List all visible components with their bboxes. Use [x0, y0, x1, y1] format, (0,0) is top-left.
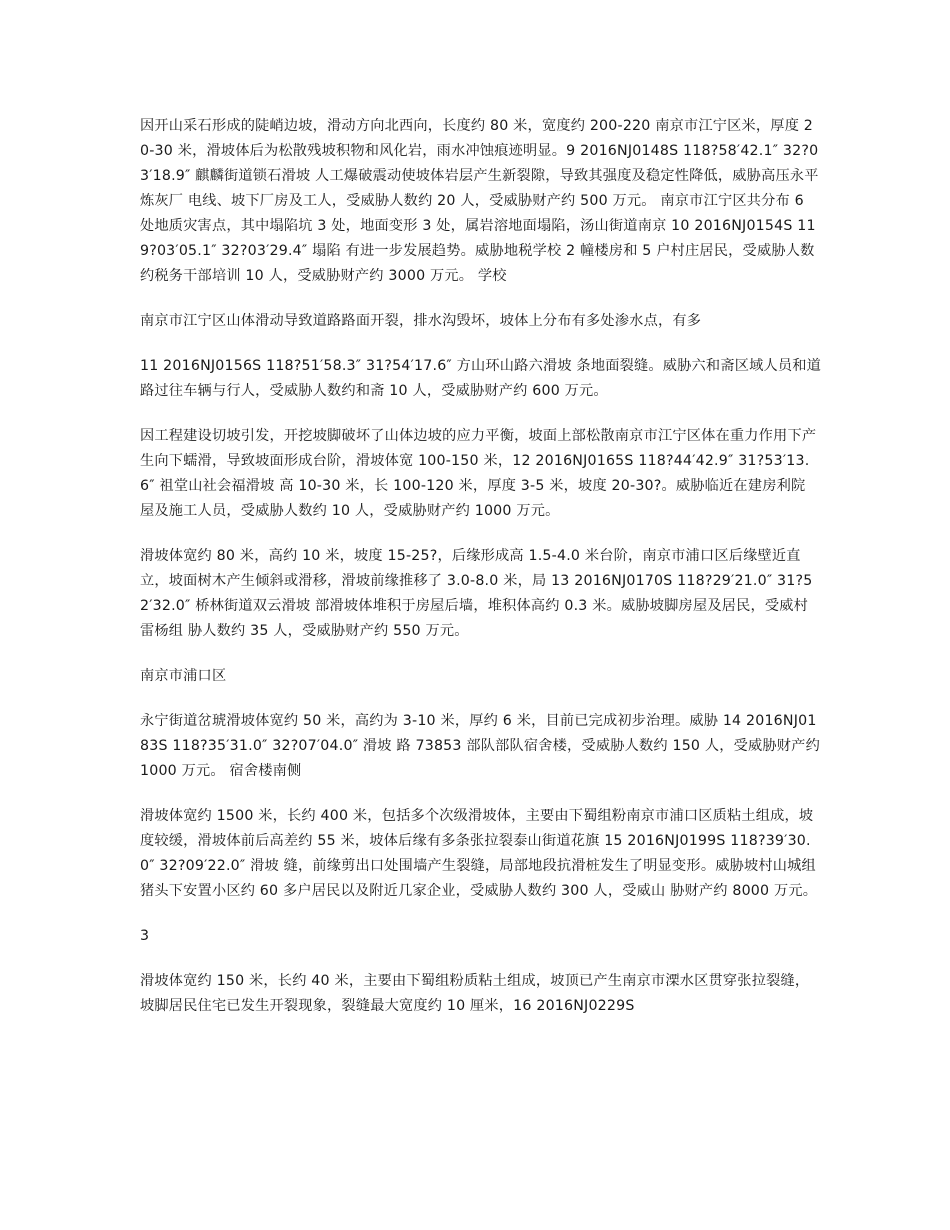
paragraph-4: 因工程建设切坡引发，开挖坡脚破坏了山体边坡的应力平衡，坡面上部松散南京市江宁区体在重力作用下产生向下蠕滑，导致坡面形成台阶，滑坡体宽 100-150 米，12 2016NJ0165S 118?44′42.9″ 31?53′13.6″ 祖堂山社会福滑坡 高 10-30 米，长 100-120 米，厚度 3-5 米，坡度 20-30?。威胁临近在建房利院 屋及施工人员，受威胁人数约 10 人，受威胁财产约 1000 万元。: [140, 428, 817, 519]
paragraph-3: 11 2016NJ0156S 118?51′58.3″ 31?54′17.6″ 方山环山路六滑坡 条地面裂缝。威胁六和斋区域人员和道路过往车辆与行人，受威胁人数约和斋 10 人，受威胁财产约 600 万元。: [140, 358, 822, 399]
paragraph-8: 滑坡体宽约 150 米，长约 40 米，主要由下蜀组粉质粘土组成，坡顶已产生南京市溧水区贯穿张拉裂缝，坡脚居民住宅已发生开裂现象，裂缝最大宽度约 10 厘米，16 2016NJ0229S: [140, 973, 810, 1014]
section-heading-pukou: 南京市浦口区: [140, 668, 227, 684]
paragraph-2: 南京市江宁区山体滑动导致道路路面开裂，排水沟毁坏，坡体上分布有多处渗水点，有多: [140, 313, 702, 329]
paragraph-6: 永宁街道岔琥滑坡体宽约 50 米，高约为 3-10 米，厚约 6 米，目前已完成初步治理。威胁 14 2016NJ0183S 118?35′31.0″ 32?07′04.0″ 滑坡 路 73853 部队部队宿舍楼，受威胁人数约 150 人，受威胁财产约 1000 万元。 宿舍楼南侧: [140, 713, 820, 779]
paragraph-5: 滑坡体宽约 80 米，高约 10 米，坡度 15-25?，后缘形成高 1.5-4.0 米台阶，南京市浦口区后缘壁近直立，坡面树木产生倾斜或滑移，滑坡前缘推移了 3.0-8.0 米，局 13 2016NJ0170S 118?29′21.0″ 31?52′32.0″ 桥林街道双云滑坡 部滑坡体堆积于房屋后墙，堆积体高约 0.3 米。威胁坡脚房屋及居民，受威村雷杨组 胁人数约 35 人，受威胁财产约 550 万元。: [140, 548, 813, 639]
paragraph-1: 因开山采石形成的陡峭边坡，滑动方向北西向，长度约 80 米，宽度约 200-220 南京市江宁区米，厚度 20-30 米，滑坡体后为松散残坡积物和风化岩，雨水冲蚀痕迹明显。9 2016NJ0148S 118?58′42.1″ 32?03′18.9″ 麒麟街道锁石滑坡 人工爆破震动使坡体岩层产生新裂隙，导致其强度及稳定性降低，威胁高压永平炼灰厂 电线、坡下厂房及工人，受威胁人数约 20 人，受威胁财产约 500 万元。 南京市江宁区共分布 6 处地质灾害点，其中塌陷坑 3 处，地面变形 3 处，属岩溶地面塌陷，汤山街道南京 10 2016NJ0154S 119?03′05.1″ 32?03′29.4″ 塌陷 有进一步发展趋势。威胁地税学校 2 幢楼房和 5 户村庄居民，受威胁人数约税务干部培训 10 人，受威胁财产约 3000 万元。 学校: [140, 118, 819, 284]
page-number: 3: [140, 928, 150, 944]
paragraph-7: 滑坡体宽约 1500 米，长约 400 米，包括多个次级滑坡体，主要由下蜀组粉南京市浦口区质粘土组成，坡度较缓，滑坡体前后高差约 55 米，坡体后缘有多条张拉裂泰山街道花旗 15 2016NJ0199S 118?39′30.0″ 32?09′22.0″ 滑坡 缝，前缘剪出口处围墙产生裂缝，局部地段抗滑桩发生了明显变形。威胁坡村山城组猪头下安置小区约 60 多户居民以及附近几家企业，受威胁人数约 300 人，受威山 胁财产约 8000 万元。: [140, 808, 818, 899]
document-body: [140, 114, 822, 1039]
